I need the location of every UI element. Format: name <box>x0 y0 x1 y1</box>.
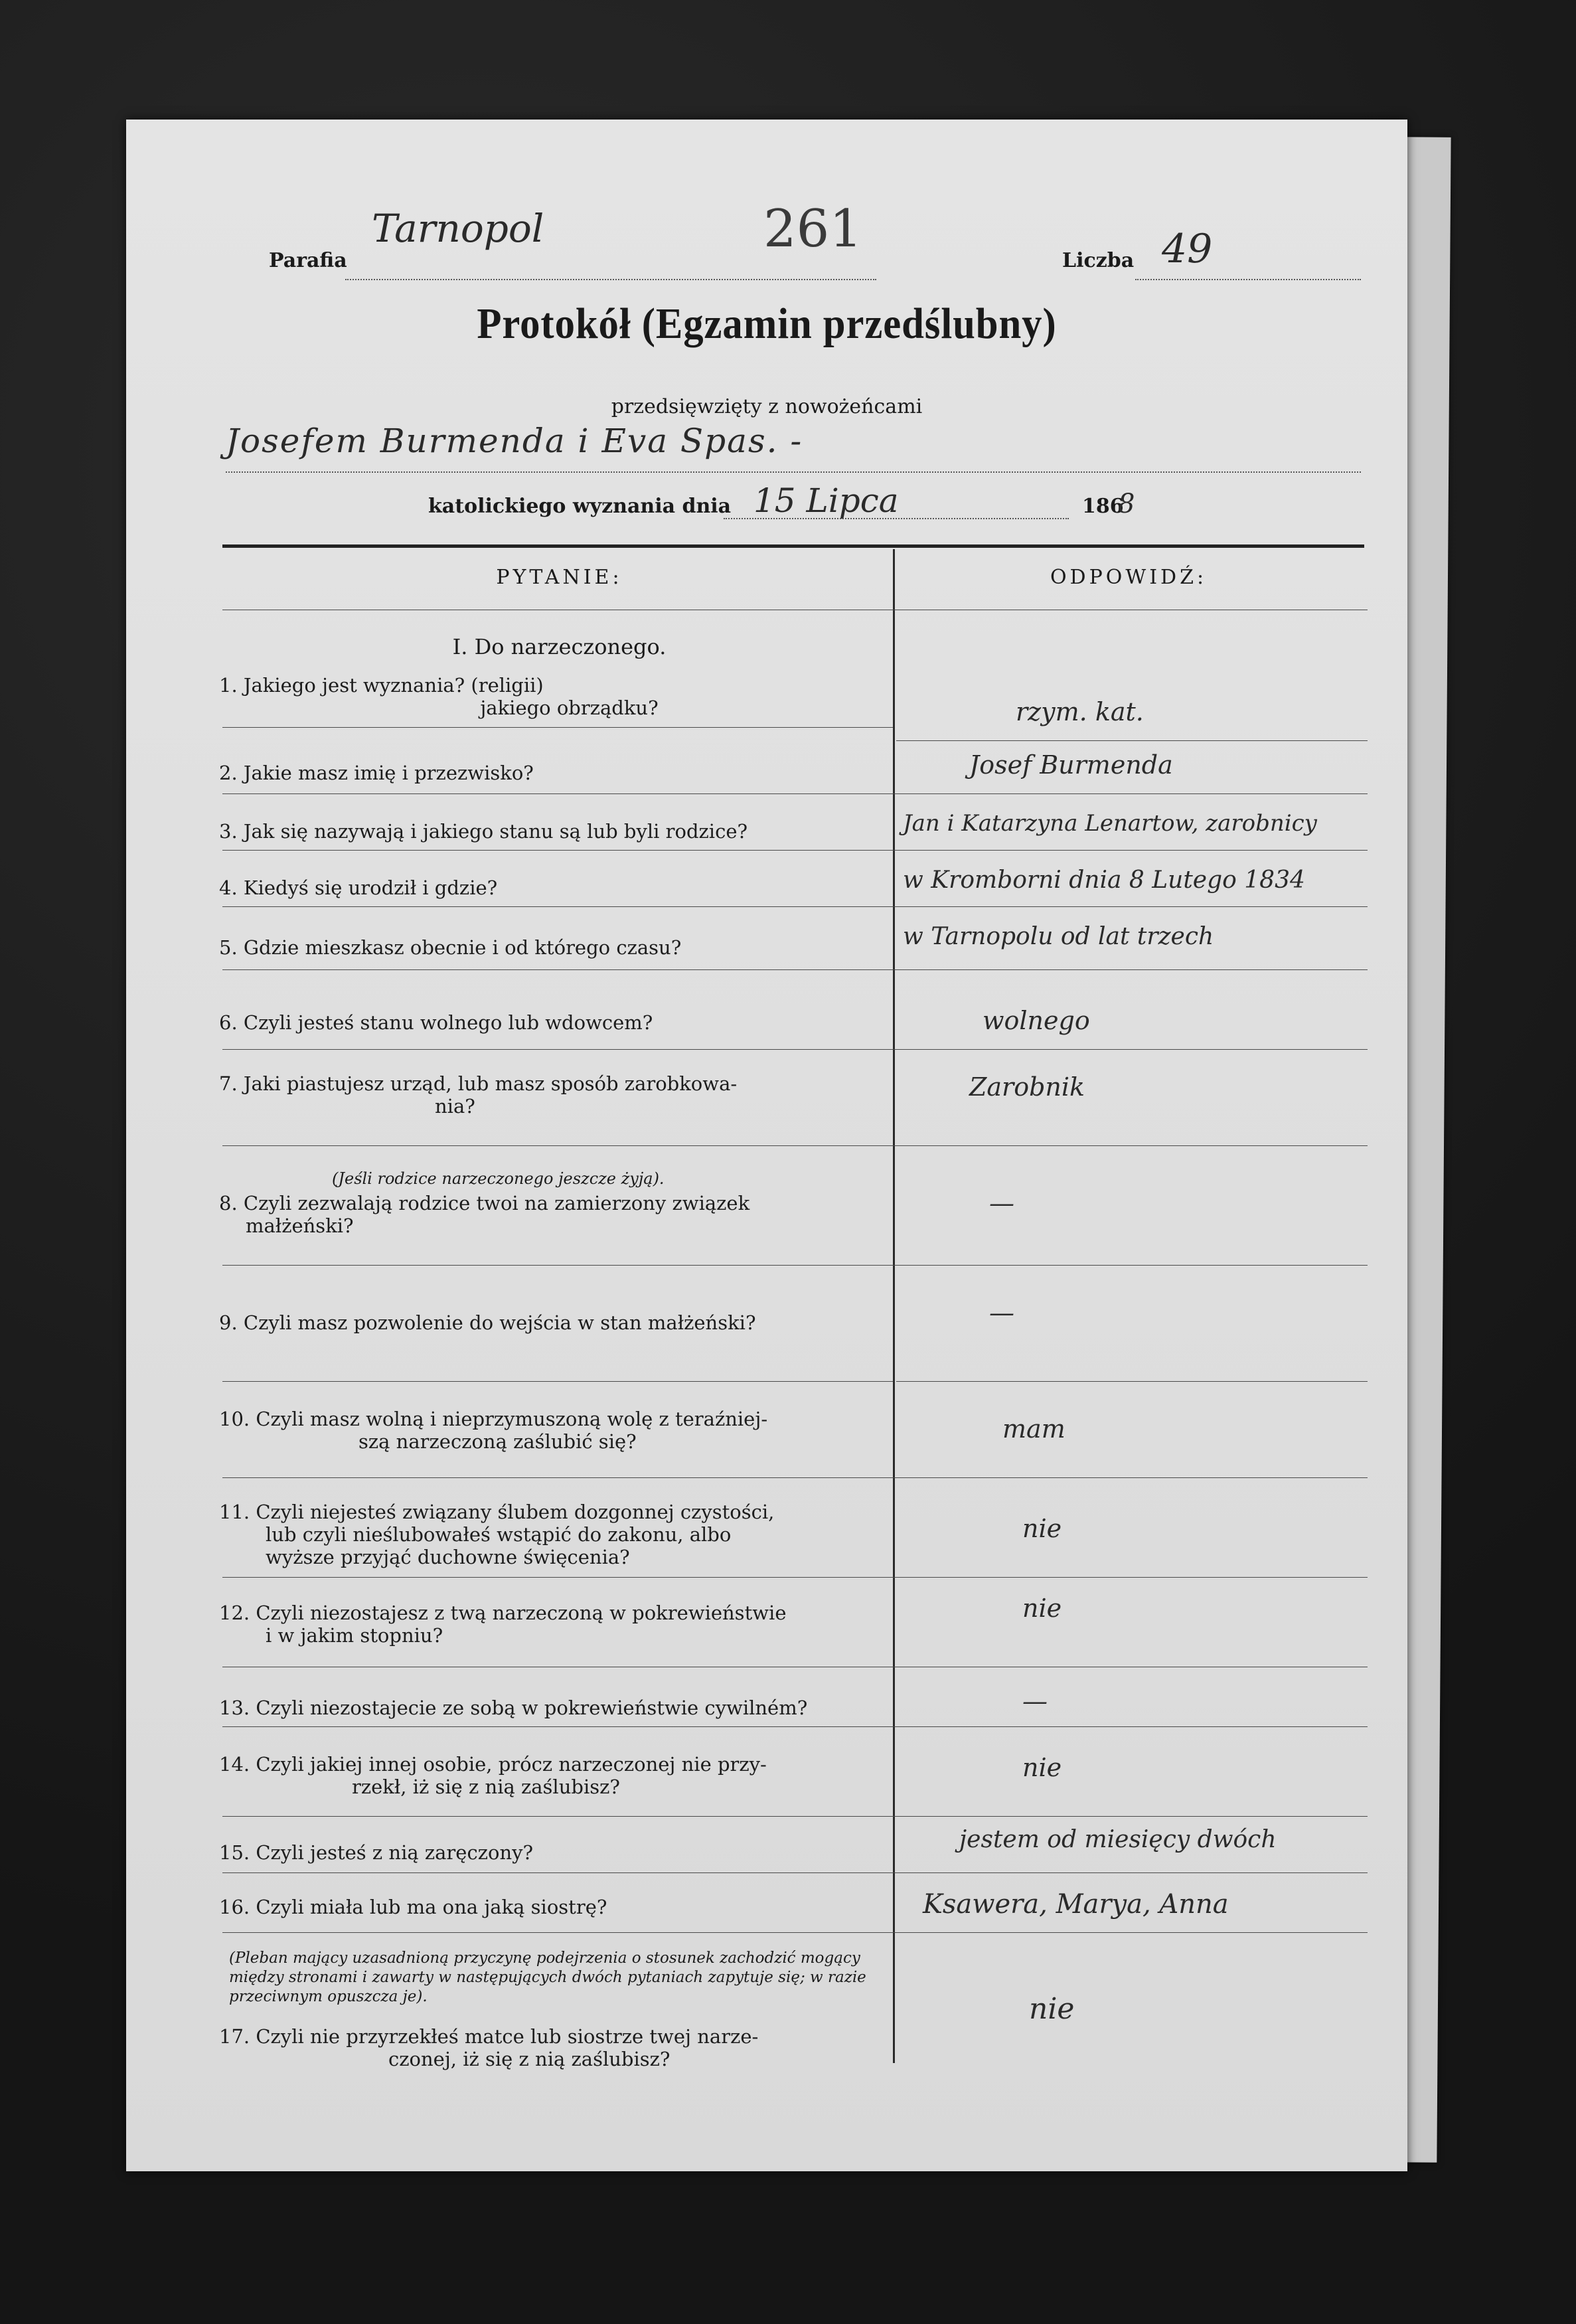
question-text: 11. Czyli niejesteś związany ślubem dozgonnej czystości, <box>219 1501 775 1523</box>
row-rule <box>222 1932 1368 1933</box>
row-rule <box>222 1872 1368 1873</box>
question-text: 13. Czyli niezostajecie ze sobą w pokrewieństwie cywilném? <box>219 1697 808 1719</box>
row-rule <box>222 793 1368 794</box>
question-text: 1. Jakiego jest wyznania? (religii) <box>219 674 544 697</box>
number-stamp: 261 <box>763 199 862 259</box>
question-text: 15. Czyli jesteś z nią zaręczony? <box>219 1841 534 1864</box>
answer-10: mam <box>1002 1414 1065 1444</box>
date-day-month: 15 Lipca <box>753 481 899 520</box>
row-rule <box>222 969 1368 970</box>
question-8-note: (Jeśli rodzice narzeczonego jeszcze żyją). <box>332 1169 665 1188</box>
couple-names: Josefem Burmenda i Eva Spas. - <box>226 422 803 460</box>
question-14 <box>219 1753 883 1798</box>
question-text: małżeński? <box>246 1214 354 1237</box>
column-divider <box>893 549 895 2063</box>
question-text: jakiego obrządku? <box>480 697 659 719</box>
answer-14: nie <box>1022 1753 1062 1782</box>
row-rule <box>222 1381 893 1382</box>
date-year-digit: 8 <box>1118 489 1135 519</box>
question-2 <box>219 762 893 784</box>
answer-7: Zarobnik <box>969 1072 1085 1102</box>
question-4 <box>219 876 893 899</box>
question-text: 9. Czyli masz pozwolenie do wejścia w stan małżeński? <box>219 1311 756 1334</box>
row-rule <box>896 1381 1368 1382</box>
document-title: Protokół (Egzamin przedślubny) <box>477 299 1057 348</box>
date-year-prefix: 186 <box>1082 495 1124 518</box>
answer-13: — <box>1022 1687 1048 1716</box>
question-3 <box>219 820 893 843</box>
question-text: szą narzeczoną zaślubić się? <box>358 1430 637 1453</box>
question-15 <box>219 1841 893 1864</box>
answer-11: nie <box>1022 1514 1062 1543</box>
liczba-label: Liczba <box>1062 249 1135 272</box>
row-rule <box>222 1816 1368 1817</box>
table-top-rule <box>222 544 1364 548</box>
question-column-header: PYTANIE: <box>496 566 623 589</box>
row-rule <box>222 1145 1368 1146</box>
document-subtitle: przedsięwzięty z nowożeńcami <box>611 395 923 418</box>
answer-9: — <box>989 1298 1014 1327</box>
row-rule <box>222 1049 1368 1050</box>
question-17-note: (Pleban mający uzasadnioną przyczynę podejrzenia o stosunek zachodzić mogący między stronami i zawarty w następujących dwóch pytaniach zapytuje się; w razie przeciwnym opuszcza je). <box>229 1950 866 2005</box>
liczba-value: 49 <box>1162 226 1213 272</box>
question-12 <box>219 1602 883 1647</box>
question-text: 7. Jaki piastujesz urząd, lub masz sposób zarobkowa- <box>219 1072 738 1095</box>
question-10 <box>219 1408 876 1453</box>
row-rule <box>222 1577 1368 1578</box>
row-rule <box>896 740 1368 741</box>
question-text: 17. Czyli nie przyrzekłeś matce lub siostrze twej narze- <box>219 2025 759 2048</box>
answer-column-header: ODPOWIDŹ: <box>1050 566 1208 589</box>
question-text: 5. Gdzie mieszkasz obecnie i od którego czasu? <box>219 936 682 959</box>
date-label: katolickiego wyznania dnia <box>428 495 732 518</box>
question-17 <box>219 2025 883 2070</box>
answer-8: — <box>989 1189 1014 1218</box>
question-text: 2. Jakie masz imię i przezwisko? <box>219 762 534 784</box>
question-11 <box>219 1501 883 1568</box>
question-text: 14. Czyli jakiej innej osobie, prócz narzeczonej nie przy- <box>219 1753 767 1776</box>
row-rule <box>222 850 1368 851</box>
question-text: 4. Kiedyś się urodził i gdzie? <box>219 876 498 899</box>
date-line <box>724 518 1069 519</box>
parafia-line <box>345 279 876 280</box>
answer-1: rzym. kat. <box>1016 697 1144 726</box>
answer-3: Jan i Katarzyna Lenartow, zarobnicy <box>903 810 1317 837</box>
question-text: wyższe przyjąć duchowne święcenia? <box>266 1546 630 1568</box>
question-6 <box>219 1011 893 1034</box>
question-8 <box>219 1192 876 1237</box>
parafia-label: Parafia <box>269 249 347 272</box>
document-page <box>126 120 1407 2171</box>
question-text: 6. Czyli jesteś stanu wolnego lub wdowcem? <box>219 1011 653 1034</box>
question-7 <box>219 1072 856 1118</box>
question-text: 10. Czyli masz wolną i nieprzymuszoną wolę z teraźniej- <box>219 1408 768 1430</box>
answer-2: Josef Burmenda <box>969 750 1173 780</box>
row-rule <box>222 906 1368 907</box>
answer-12: nie <box>1022 1594 1062 1623</box>
question-text: 16. Czyli miała lub ma ona jaką siostrę? <box>219 1896 607 1918</box>
question-text: 3. Jak się nazywają i jakiego stanu są lub byli rodzice? <box>219 820 748 843</box>
question-1 <box>219 674 893 719</box>
section-title: I. Do narzeczonego. <box>452 634 667 659</box>
answer-16: Ksawera, Marya, Anna <box>923 1889 1229 1920</box>
parafia-value: Tarnopol <box>372 206 544 251</box>
question-text: rzekł, iż się z nią zaślubisz? <box>352 1776 620 1798</box>
row-rule <box>222 1726 1368 1727</box>
question-text: i w jakim stopniu? <box>266 1624 443 1647</box>
question-text: 12. Czyli niezostajesz z twą narzeczoną w pokrewieństwie <box>219 1602 787 1624</box>
names-line <box>226 471 1361 473</box>
question-text: lub czyli nieślubowałeś wstąpić do zakonu, albo <box>266 1523 732 1546</box>
liczba-line <box>1135 279 1361 280</box>
question-16 <box>219 1896 893 1918</box>
row-rule <box>222 727 893 728</box>
question-9 <box>219 1311 893 1334</box>
answer-4: w Kromborni dnia 8 Lutego 1834 <box>903 867 1305 894</box>
question-text: 8. Czyli zezwalają rodzice twoi na zamierzony związek <box>219 1192 750 1214</box>
question-5 <box>219 936 893 959</box>
row-rule <box>222 1477 1368 1478</box>
question-text: czonej, iż się z nią zaślubisz? <box>388 2048 670 2070</box>
question-13 <box>219 1697 893 1719</box>
answer-17: nie <box>1029 1992 1075 2026</box>
answer-5: w Tarnopolu od lat trzech <box>903 923 1214 950</box>
answer-15: jestem od miesięcy dwóch <box>959 1826 1277 1853</box>
question-text: nia? <box>435 1095 475 1118</box>
answer-6: wolnego <box>983 1006 1090 1035</box>
row-rule <box>222 1265 1368 1266</box>
